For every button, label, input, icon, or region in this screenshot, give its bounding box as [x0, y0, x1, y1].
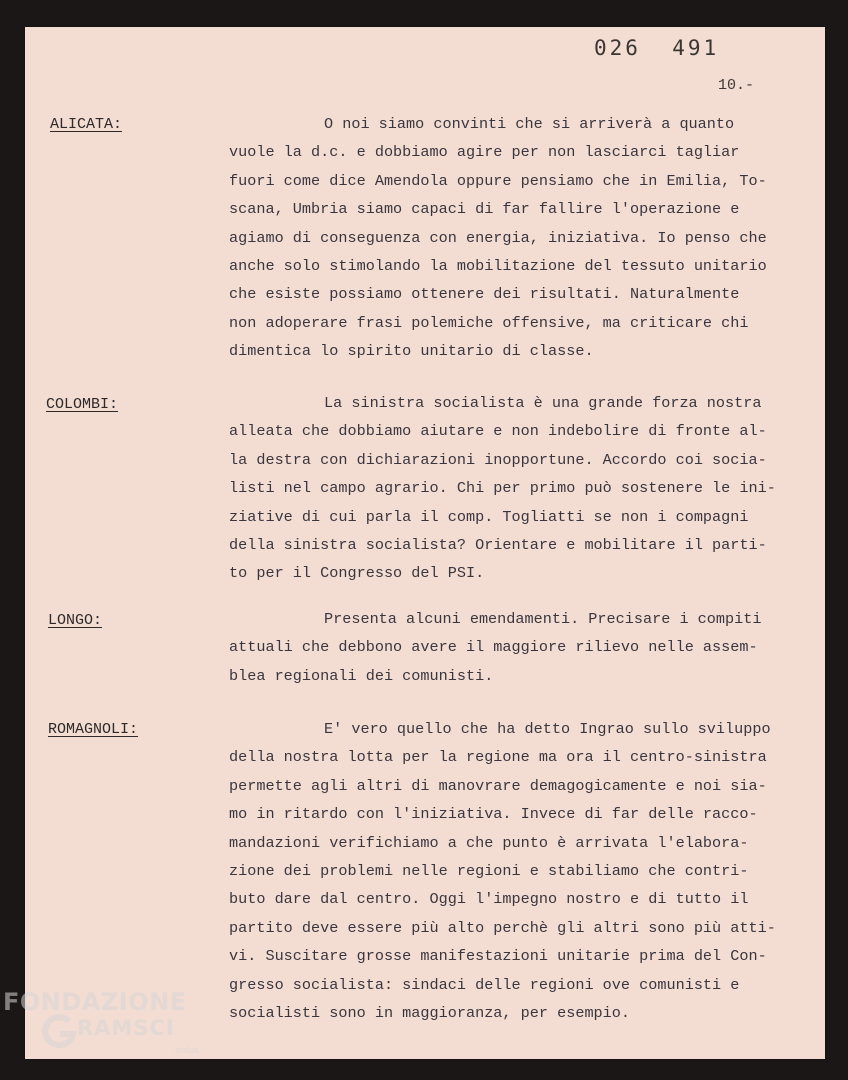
text-line: scana, Umbria siamo capaci di far fallire l'operazione e [229, 200, 740, 219]
text-line: vuole la d.c. e dobbiamo agire per non lasciarci tagliar [229, 143, 740, 162]
text-line: permette agli altri di manovrare demagogicamente e noi sia- [229, 776, 767, 795]
text-line: O noi siamo convinti che si arriverà a quanto [324, 115, 735, 133]
text-line: della sinistra socialista? Orientare e mobilitare il parti- [229, 535, 767, 554]
text-line: che esiste possiamo ottenere dei risultati. Naturalmente [229, 285, 740, 304]
text-line: blea regionali dei comunisti. [229, 666, 494, 685]
watermark-line3: onlus [175, 1046, 200, 1056]
text-line: Presenta alcuni emendamenti. Precisare i compiti [324, 610, 762, 628]
paragraph-alicata [229, 110, 767, 366]
text-line: zione dei problemi nelle regioni e stabiliamo che contri- [229, 861, 749, 880]
text-line: to per il Congresso del PSI. [229, 564, 485, 583]
speaker-longo: LONGO: [48, 612, 103, 629]
text-line: vi. Suscitare grosse manifestazioni unitarie prima del Con- [229, 947, 767, 966]
text-line: la destra con dichiarazioni inopportune. Accordo coi socia- [229, 450, 767, 469]
fondazione-gramsci-watermark [3, 986, 213, 1076]
watermark-line2: RAMSCI [77, 1016, 175, 1040]
paragraph-longo [229, 605, 761, 690]
text-line: socialisti sono in maggioranza, per esempio. [229, 1003, 631, 1022]
paragraph-colombi [229, 389, 776, 588]
gramsci-g-icon [39, 1012, 79, 1052]
archive-number: 026 491 [594, 36, 720, 60]
text-line: buto dare dal centro. Oggi l'impegno nostro e di tutto il [229, 890, 749, 909]
watermark-line1: FONDAZIONE [3, 988, 187, 1016]
text-line: non adoperare frasi polemiche offensive, ma criticare chi [229, 313, 749, 332]
text-line: E' vero quello che ha detto Ingrao sullo sviluppo [324, 720, 771, 738]
text-line: agiamo di conseguenza con energia, iniziativa. Io penso che [229, 228, 767, 247]
text-line: mandazioni verifichiamo a che punto è arrivata l'elabora- [229, 833, 749, 852]
speaker-alicata: ALICATA: [50, 116, 123, 133]
text-line: listi nel campo agrario. Chi per primo può sostenere le ini- [229, 479, 776, 498]
text-line: partito deve essere più alto perchè gli altri sono più atti- [229, 918, 776, 937]
text-line: La sinistra socialista è una grande forza nostra [324, 394, 762, 412]
paragraph-romagnoli [229, 715, 776, 1027]
text-line: ziative di cui parla il comp. Togliatti se non i compagni [229, 507, 749, 526]
speaker-colombi: COLOMBI: [46, 396, 119, 413]
speaker-romagnoli: ROMAGNOLI: [48, 721, 139, 738]
text-line: dimentica lo spirito unitario di classe. [229, 342, 594, 361]
page-number: 10.- [718, 77, 755, 94]
text-line: gresso socialista: sindaci delle regioni ove comunisti e [229, 975, 740, 994]
text-line: mo in ritardo con l'iniziativa. Invece di far delle racco- [229, 805, 758, 824]
text-line: della nostra lotta per la regione ma ora il centro-sinistra [229, 748, 767, 767]
text-line: attuali che debbono avere il maggiore rilievo nelle assem- [229, 638, 758, 657]
text-line: anche solo stimolando la mobilitazione del tessuto unitario [229, 256, 767, 275]
text-line: fuori come dice Amendola oppure pensiamo che in Emilia, To- [229, 171, 767, 190]
text-line: alleata che dobbiamo aiutare e non indebolire di fronte al- [229, 422, 767, 441]
